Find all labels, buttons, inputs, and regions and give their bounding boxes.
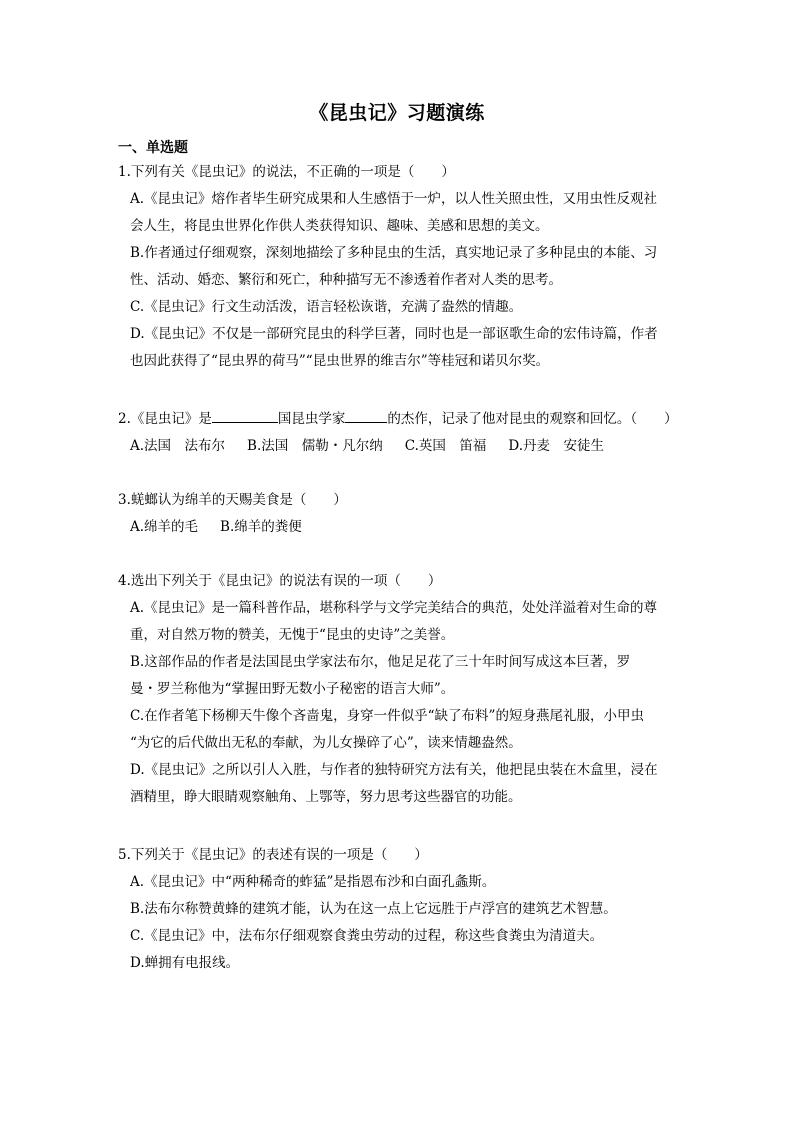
question-3-stem: 3.蜣螂认为绵羊的天赐美食是（ ） bbox=[118, 492, 347, 508]
question-4-option-a-cont: 重，对自然万物的赞美，无愧于“昆虫的史诗”之美誉。 bbox=[130, 627, 455, 643]
question-2-options bbox=[118, 433, 678, 460]
question-5 bbox=[118, 842, 678, 977]
question-3-options bbox=[118, 514, 678, 541]
question-2-stem-part-a: 2.《昆虫记》是 bbox=[118, 411, 212, 427]
question-1-option-d-cont: 也因此获得了“昆虫界的荷马”“昆虫世界的维吉尔”等桂冠和诺贝尔奖。 bbox=[130, 353, 550, 369]
question-3-option-a: A.绵羊的毛 bbox=[130, 519, 199, 535]
question-1-option-a: A.《昆虫记》熔作者毕生研究成果和人生感悟于一炉，以人性关照虫性，又用虫性反观社 bbox=[130, 191, 658, 207]
question-4-option-b-cont: 曼・罗兰称他为“掌握田野无数小子秘密的语言大师”。 bbox=[130, 681, 455, 697]
question-1 bbox=[118, 159, 678, 375]
question-4-option-d-cont: 酒精里，睁大眼睛观察触角、上鄂等，努力思考这些器官的功能。 bbox=[130, 789, 522, 805]
question-4-option-c: C.在作者笔下杨柳天牛像个吝啬鬼，身穿一件似乎“缺了布料”的短身燕尾礼服，小甲虫 bbox=[130, 708, 644, 724]
question-2 bbox=[118, 406, 678, 460]
question-1-option-d: D.《昆虫记》不仅是一部研究昆虫的科学巨著，同时也是一部讴歌生命的宏伟诗篇，作者 bbox=[130, 326, 658, 342]
question-1-option-c: C.《昆虫记》行文生动活泼，语言轻松诙谐，充满了盎然的情趣。 bbox=[130, 299, 523, 315]
question-5-option-c: C.《昆虫记》中，法布尔仔细观察食粪虫劳动的过程，称这些食粪虫为清道夫。 bbox=[130, 928, 604, 944]
question-3-option-b: B.绵羊的粪便 bbox=[220, 519, 302, 535]
question-2-option-b: B.法国 儒勒・凡尔纳 bbox=[247, 438, 383, 454]
question-2-option-c: C.英国 笛福 bbox=[404, 438, 487, 454]
question-4-stem: 4.选出下列关于《昆虫记》的说法有误的一项（ ） bbox=[118, 573, 442, 589]
question-2-stem-part-b: 国昆虫学家 bbox=[277, 411, 346, 427]
question-5-stem: 5.下列关于《昆虫记》的表述有误的一项是（ ） bbox=[118, 847, 428, 863]
question-4 bbox=[118, 568, 678, 811]
question-3 bbox=[118, 487, 678, 541]
question-4-option-c-cont: “为它的后代做出无私的奉献，为儿女操碎了心”，读来情趣盎然。 bbox=[130, 735, 522, 751]
answer-blank bbox=[345, 406, 387, 423]
question-2-option-a: A.法国 法布尔 bbox=[130, 438, 226, 454]
question-1-option-b-cont: 性、活动、婚恋、繁衍和死亡，种种描写无不渗透着作者对人类的思考。 bbox=[130, 272, 562, 288]
question-1-option-a-cont: 会人生，将昆虫世界化作供人类获得知识、趣味、美感和思想的美文。 bbox=[130, 218, 549, 234]
question-5-option-d: D.蝉拥有电报线。 bbox=[130, 955, 240, 971]
question-5-option-b: B.法布尔称赞黄蜂的建筑才能，认为在这一点上它远胜于卢浮宫的建筑艺术智慧。 bbox=[130, 901, 617, 917]
answer-blank bbox=[212, 406, 278, 423]
question-4-option-a: A.《昆虫记》是一篇科普作品，堪称科学与文学完美结合的典范，处处洋溢着对生命的尊 bbox=[130, 600, 658, 616]
question-4-option-d: D.《昆虫记》之所以引人入胜，与作者的独特研究方法有关，他把昆虫装在木盒里，浸在 bbox=[130, 762, 658, 778]
question-5-option-a: A.《昆虫记》中“两种稀奇的蚱猛”是指恩布沙和白面孔螽斯。 bbox=[130, 874, 496, 890]
question-1-option-b: B.作者通过仔细观察，深刻地描绘了多种昆虫的生活，真实地记录了多种昆虫的本能、习 bbox=[130, 245, 658, 261]
question-4-option-b: B.这部作品的作者是法国昆虫学家法布尔，他足足花了三十年时间写成这本巨著，罗 bbox=[130, 654, 631, 670]
question-2-stem bbox=[118, 406, 678, 433]
question-2-stem-part-c: 的杰作，记录了他对昆虫的观察和回忆。（ ） bbox=[387, 411, 678, 427]
question-1-stem: 1.下列有关《昆虫记》的说法，不正确的一项是（ ） bbox=[118, 164, 455, 180]
question-2-option-d: D.丹麦 安徒生 bbox=[508, 438, 605, 454]
document-title: 《昆虫记》习题演练 bbox=[309, 102, 485, 124]
section-heading: 一、单选题 bbox=[118, 140, 188, 156]
